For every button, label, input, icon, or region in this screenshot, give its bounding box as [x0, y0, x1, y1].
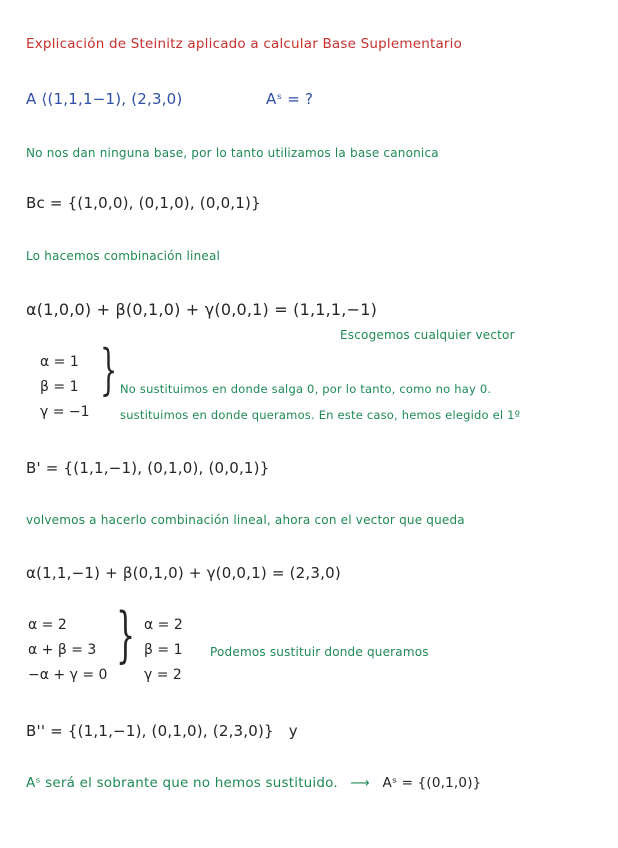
conclusion-text: Aˢ será el sobrante que no hemos sustituido. [26, 775, 338, 791]
b-double-prime-suffix: y [288, 722, 298, 740]
no-base-text: No nos dan ninguna base, por lo tanto utilizamos la base canonica [26, 146, 439, 160]
system-1-line: β = 1 [40, 379, 79, 395]
choose-vector-note: Escogemos cualquier vector [340, 328, 515, 342]
given-set-a: A ⟨(1,1,1−1), (2,3,0) [26, 90, 183, 108]
system-1-line: α = 1 [40, 354, 79, 370]
equation-1: α(1,0,0) + β(0,1,0) + γ(0,0,1) = (1,1,1,−1) [26, 300, 378, 319]
page-title: Explicación de Steinitz aplicado a calcular Base Suplementario [26, 36, 463, 52]
conclusion-result: Aˢ = {(0,1,0)} [382, 775, 482, 791]
again-text: volvemos a hacerlo combinación lineal, ahora con el vector que queda [26, 513, 465, 527]
system-2-right [144, 613, 183, 688]
curly-brace-icon: } [116, 600, 136, 670]
arrow-right-icon: ⟶ [350, 775, 370, 791]
explanation-line-1: No sustituimos en donde salga 0, por lo tanto, como no hay 0. [120, 382, 492, 396]
system-2-right-line: α = 2 [144, 617, 183, 633]
system-2-left-line: −α + γ = 0 [28, 667, 108, 683]
curly-brace-icon: } [100, 338, 118, 401]
equation-2: α(1,1,−1) + β(0,1,0) + γ(0,0,1) = (2,3,0) [26, 564, 341, 582]
substitute-note: Podemos sustituir donde queramos [210, 645, 429, 659]
canonical-base: Bc = {(1,0,0), (0,1,0), (0,0,1)} [26, 194, 261, 212]
system-1-line: γ = −1 [40, 404, 90, 420]
system-2-left-line: α = 2 [28, 617, 67, 633]
b-prime: B' = {(1,1,−1), (0,1,0), (0,0,1)} [26, 459, 270, 477]
combination-text: Lo hacemos combinación lineal [26, 249, 221, 263]
system-2-right-line: β = 1 [144, 642, 183, 658]
system-2-left-line: α + β = 3 [28, 642, 97, 658]
system-1 [40, 350, 90, 425]
conclusion-line [26, 775, 481, 791]
b-double-prime-value: B'' = {(1,1,−1), (0,1,0), (2,3,0)} [26, 722, 274, 740]
explanation-line-2: sustituimos en donde queramos. En este caso, hemos elegido el 1º [120, 408, 521, 422]
b-double-prime [26, 722, 298, 740]
system-2-right-line: γ = 2 [144, 667, 182, 683]
as-question: Aˢ = ? [266, 90, 314, 108]
system-2-left [28, 613, 107, 688]
